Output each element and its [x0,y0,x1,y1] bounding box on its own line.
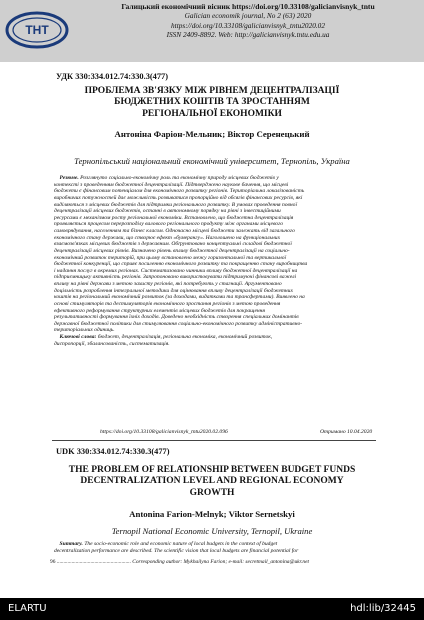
en-summary [54,541,380,554]
ua-udc: УДК 330:334.012.74:330.3(477) [56,72,169,81]
ua-received-date: Отримано 10.04.2020 [320,429,373,435]
en-udc: UDK 330:334.012.74:330.3(477) [56,447,170,456]
summary-line [54,541,380,548]
ua-title-line: РЕГІОНАЛЬНОЇ ЕКОНОМІКИ [142,108,282,119]
abstract-line: взаємозв'язках місцевих бюджетів з державним. Обґрунтовано концептуальні складові бюджетної [54,241,292,248]
footer-dots: ....................................................... [56,559,131,565]
abstract-label: Резюме. [59,175,79,181]
abstract-line: коштів на регіональний економічний розвиток (за доходами, видатками та трансфертами). Виявлено на [54,294,305,301]
abstract-line: економічного стану держави, що створює ефект «бумерангу». Наголошено на функціональних [54,234,281,241]
en-title [38,465,386,499]
journal-logo-icon [5,10,69,50]
journal-doi-link[interactable]: https://doi.org/10.33108/galicianvisnyk_tntu2020.02 [171,20,325,30]
keywords-label: Ключові слова: [59,334,97,340]
abstract-line: впливу на рівні держави з метою захисту регіонів, які потребують у стагнації. Аргументовано [54,281,282,287]
ua-title-line: ПРОБЛЕМА ЗВ'ЯЗКУ МІЖ РІВНЕМ ДЕЦЕНТРАЛІЗАЦІЇ [84,86,340,96]
archive-bar [0,598,424,620]
abstract-line: виділяються з місцевих бюджетів для підтримки регіонального розвитку. В умовах проведення повної [54,201,297,208]
en-authors: Antonina Farion-Melnyk; Viktor Sernetskyi [129,509,295,519]
journal-issn: ISSN 2409-8892. Web: http://galicianvisnyk.tntu.edu.ua [166,29,330,39]
ua-authors: Антоніна Фаріон-Мельник; Віктор Серенецький [114,129,310,139]
abstract-line: результативності формування їхніх доходів. Доведено необхідність створення спеціальних домінантів [54,314,299,321]
handle-id[interactable]: hdl:lib/32445 [350,603,416,614]
journal-issue: Galician economik journal, No 2 (63) 2020 [184,11,312,21]
section-divider [52,440,376,441]
abstract-line: бюджетної конкуренції, що сприяє посиленню економічного розвитку та покращенню стану виробництва [54,261,308,268]
ua-article-doi-link[interactable]: https://doi.org/10.33108/galicianvisnyk_tntu2020.02.096 [100,429,228,435]
abstract-line: виробничих потужностей дає можливість розвиватися пропорційно від обсягів фінансових ресурсів, які [54,194,303,201]
en-affiliation: Ternopil National Economic University, Ternopil, Ukraine [111,526,313,536]
abstract-line: децентралізації місцевих бюджетів, останні в автономному порядку на рівні з інвестиційними [54,208,281,215]
keywords-line [54,334,380,341]
en-title-line: THE PROBLEM OF RELATIONSHIP BETWEEN BUDGET FUNDS [68,465,356,475]
abstract-line: економічний розвиток територій, при цьому встановлено межу горизонтальної та вертикальної [54,254,287,261]
abstract-line: проявляється процесом перерозподілу валового регіонального продукту між органами місцевого [54,221,284,228]
keywords-text: бюджет, децентралізація, регіональна економіка, економічний розвиток, [97,334,273,340]
page-footer [50,559,390,565]
abstract-line: бюджети є фінансовим потенціалом для економічного розвитку регіонів. Територіальна локалізованість [54,188,305,195]
ua-abstract [54,175,380,347]
journal-title: Галицький економічний вісник https://doi.org/10.33108/galicianvisnyk_tntu [121,2,375,11]
journal-header [0,0,424,62]
abstract-line: і надання послуг в окремих регіонах. Систематизовано чинники впливу бюджетної децентралізації на [54,267,298,274]
abstract-line: підприємницьку активність регіонів. Запропоновано використовувати підтримуючі фінансові важелі [54,274,297,281]
corresponding-author: Corresponding author: Mykhailyna Farion; e-mail: secretmail_antonina@ukr.net [132,559,309,565]
summary-text: The socio-economic role and economic nature of local budgets in the context of budget [84,541,278,547]
summary-label: Summary. [59,541,83,547]
logo-text: ТНТ [25,23,49,37]
abstract-line: доцільність розроблення інтегральної методики для оцінювання впливу децентралізації бюджетних [54,287,293,294]
abstract-line: самоврядування, населенням та бізнес класом. Одночасно місцеві бюджети залежать від загального [54,228,295,234]
abstract-line: територіальних одиниць. [54,327,115,334]
abstract-line: ефективного реформування структурних елементів місцевих бюджетів для покращення [54,307,266,314]
abstract-line: ресурсами є механізмом росту регіональної економіки. Встановлено, що бюджетна децентралізація [54,214,294,221]
ua-title-line: БЮДЖЕТНИХ КОШТІВ ТА ЗРОСТАННЯМ [114,97,310,108]
en-title-line: GROWTH [189,487,235,498]
en-title-line: DECENTRALIZATION LEVEL AND REGIONAL ECONOMY [80,476,344,487]
abstract-line: децентралізації місцевих рівнів. Визначено рівень впливу бюджетної децентралізації на соціально- [54,247,290,254]
page-number: 96 [50,559,56,565]
abstract-line: основі стимуляторів та дестимуляторів економічного зростання регіонів з метою проведення [54,300,281,307]
abstract-line: державної бюджетної політики для стимулювання соціально-економічного розвитку адміністративно- [54,320,303,327]
abstract-line: контексті з проведенням бюджетної децентралізації. Підтверджено наукове бачення, що місцеві [54,181,289,188]
summary-line: decentralization performance are described. The scientific vision that local budgets are financial potential for [54,547,299,554]
keywords-line: диспропорції, збалансованість, систематизація. [54,340,170,347]
archive-name[interactable]: ELARTU [8,603,47,614]
abstract-text: Розглянуто соціально-економічну роль та економічну природу місцевих бюджетів у [80,175,279,181]
journal-info [78,2,418,39]
ua-affiliation: Тернопільський національний економічний університет, Тернопіль, Україна [74,156,350,166]
ua-title [38,86,386,120]
abstract-line [54,175,380,182]
